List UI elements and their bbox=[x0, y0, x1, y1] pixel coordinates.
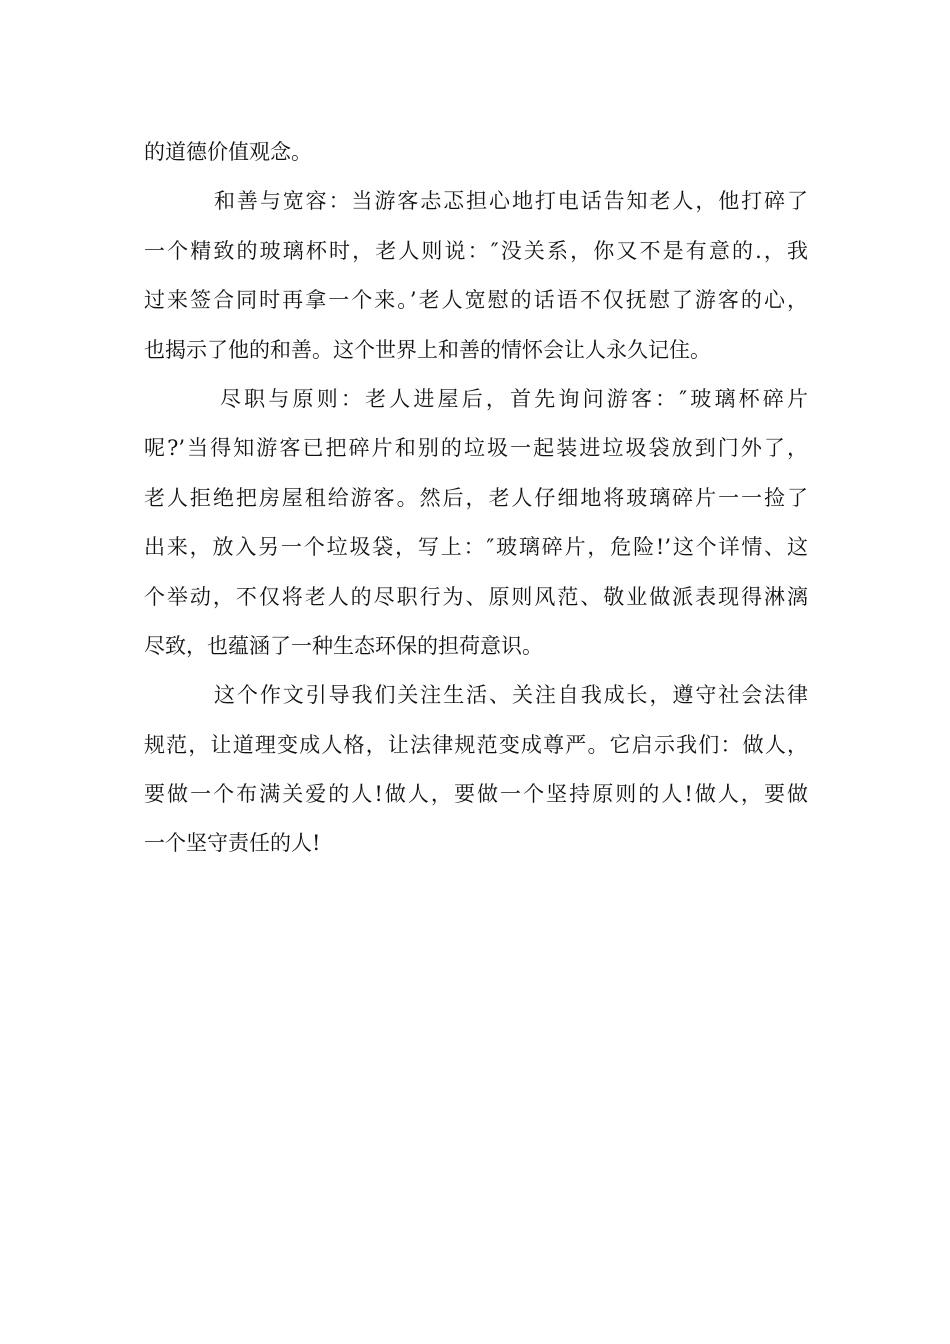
paragraph-first-line: 尽职与原则：老人进屋后，首先询问游客：″玻璃杯碎片 bbox=[220, 386, 808, 411]
text-line: 出来，放入另一个垃圾袋，写上：″玻璃碎片，危险!’这个详情、这 bbox=[144, 535, 808, 560]
text-line: 规范，让道理变成人格，让法律规范变成尊严。它启示我们：做人， bbox=[144, 732, 808, 757]
text-line: 尽致，也蕴涵了一种生态环保的担荷意识。 bbox=[144, 633, 543, 658]
paragraph-first-line: 这个作文引导我们关注生活、关注自我成长，遵守社会法律 bbox=[214, 683, 808, 708]
text-line: 老人拒绝把房屋租给游客。然后，老人仔细地将玻璃碎片一一捡了 bbox=[144, 485, 808, 510]
text-line: 要做一个布满关爱的人!做人，要做一个坚持原则的人!做人，要做 bbox=[144, 782, 808, 807]
text-line: 的道德价值观念。 bbox=[144, 140, 312, 164]
text-line: 个举动，不仅将老人的尽职行为、原则风范、敬业做派表现得淋漓 bbox=[144, 584, 808, 609]
text-line: 呢?’当得知游客已把碎片和别的垃圾一起装进垃圾袋放到门外了， bbox=[144, 436, 808, 461]
text-line: 一个精致的玻璃杯时，老人则说：″没关系，你又不是有意的.，我 bbox=[144, 238, 808, 263]
text-line: 过来签合同时再拿一个来。’老人宽慰的话语不仅抚慰了游客的心， bbox=[144, 288, 808, 313]
document-body bbox=[144, 128, 808, 869]
text-line: 也揭示了他的和善。这个世界上和善的情怀会让人永久记住。 bbox=[144, 337, 711, 362]
text-line: 一个坚守责任的人! bbox=[144, 831, 321, 856]
paragraph-first-line: 和善与宽容：当游客忐忑担心地打电话告知老人，他打碎了 bbox=[214, 189, 808, 214]
